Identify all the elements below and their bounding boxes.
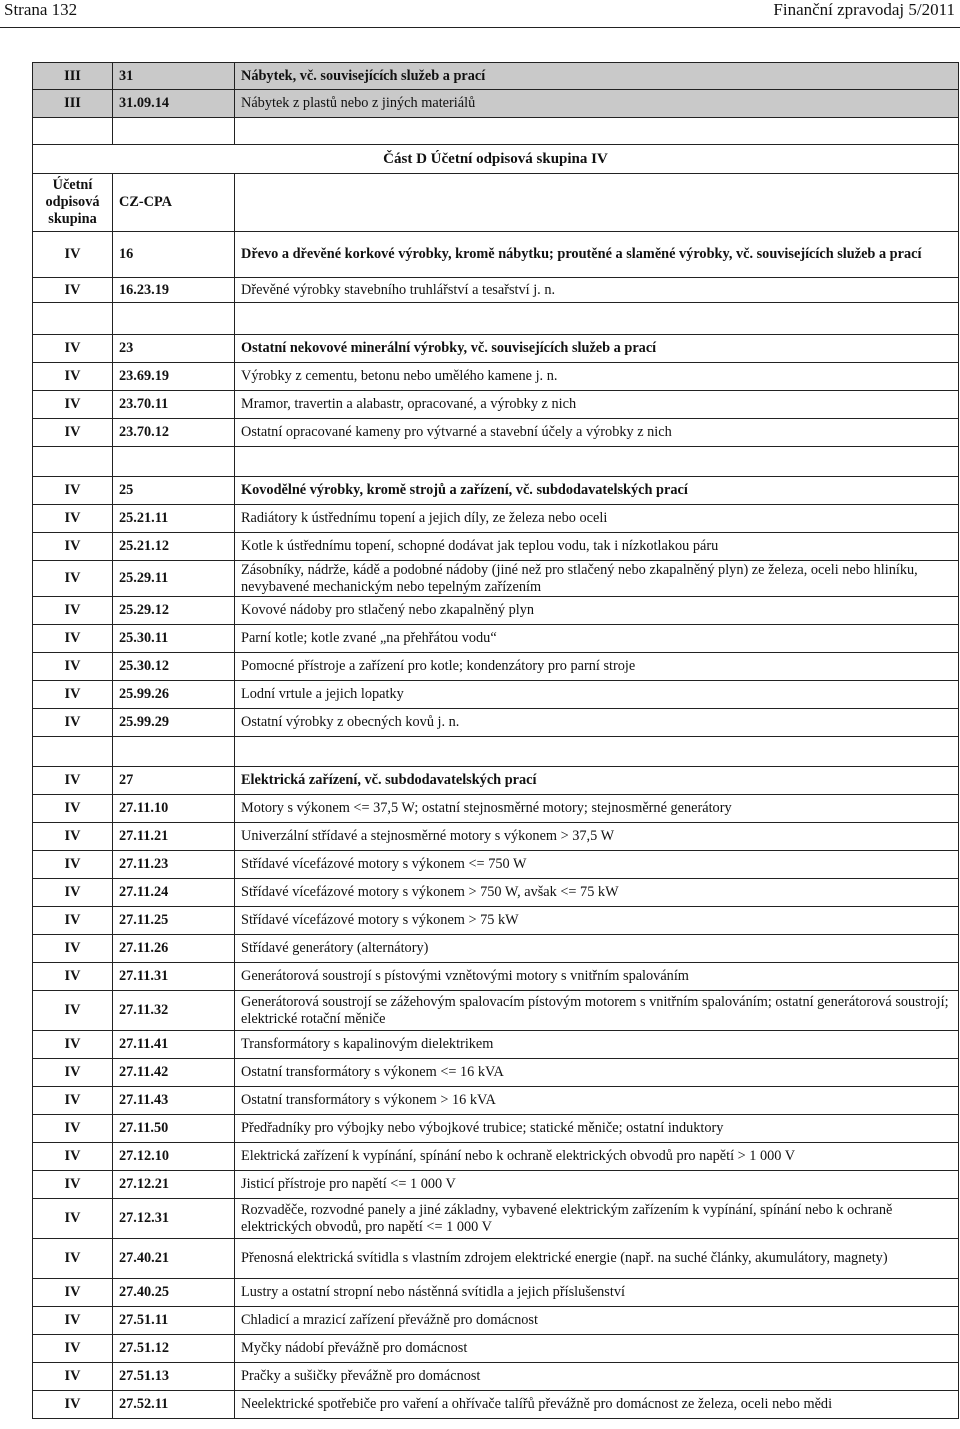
description-cell: Střídavé vícefázové motory s výkonem > 750 W, avšak <= 75 kW: [235, 879, 959, 907]
table-row: [33, 1115, 959, 1143]
description-cell: Zásobníky, nádrže, kádě a podobné nádoby (jiné než pro stlačený nebo zkapalněný plyn) ze železa, oceli nebo hliníku, nevybavené mechanickým nebo tepelným zařízením: [235, 561, 959, 597]
group-cell: IV: [33, 597, 113, 625]
table-row: [33, 795, 959, 823]
table-row: [33, 597, 959, 625]
description-cell: Elektrická zařízení k vypínání, spínání nebo k ochraně elektrických obvodů pro napětí > 1 000 V: [235, 1143, 959, 1171]
description-cell: Výrobky z cementu, betonu nebo umělého kamene j. n.: [235, 363, 959, 391]
table-row: [33, 1391, 959, 1419]
group-cell: IV: [33, 1059, 113, 1087]
description-cell: Dřevěné výrobky stavebního truhlářství a tesařství j. n.: [235, 278, 959, 303]
code-cell: 25.99.26: [113, 681, 235, 709]
description-cell: Motory s výkonem <= 37,5 W; ostatní stejnosměrné motory; stejnosměrné generátory: [235, 795, 959, 823]
depreciation-table: [32, 62, 959, 1419]
description-cell: Generátorová soustrojí s pístovými vznětovými motory s vnitřním spalováním: [235, 963, 959, 991]
description-cell: Dřevo a dřevěné korkové výrobky, kromě nábytku; proutěné a slaměné výrobky, vč. souvisejících služeb a prací: [235, 232, 959, 278]
description-cell: Nábytek, vč. souvisejících služeb a prací: [235, 63, 959, 90]
description-cell: Chladicí a mrazicí zařízení převážně pro domácnost: [235, 1307, 959, 1335]
description-cell: Lustry a ostatní stropní nebo nástěnná svítidla a jejich příslušenství: [235, 1279, 959, 1307]
table-row: [33, 63, 959, 90]
group-cell: IV: [33, 278, 113, 303]
group-cell: IV: [33, 625, 113, 653]
code-cell: 27.11.42: [113, 1059, 235, 1087]
code-cell: 25.30.11: [113, 625, 235, 653]
group-cell: III: [33, 90, 113, 118]
part-header-row: [33, 145, 959, 174]
group-cell: IV: [33, 419, 113, 447]
code-cell: 25.29.11: [113, 561, 235, 597]
group-cell: IV: [33, 1199, 113, 1239]
group-cell: IV: [33, 505, 113, 533]
description-cell: Kovodělné výrobky, kromě strojů a zařízení, vč. subdodavatelských prací: [235, 477, 959, 505]
group-cell: IV: [33, 1031, 113, 1059]
group-cell: IV: [33, 391, 113, 419]
table-row: [33, 1087, 959, 1115]
table-row: [33, 709, 959, 737]
code-cell: 27.11.25: [113, 907, 235, 935]
group-cell: IV: [33, 363, 113, 391]
code-cell: 25.99.29: [113, 709, 235, 737]
part-title: Část D Účetní odpisová skupina IV: [33, 145, 959, 174]
table-row: [33, 505, 959, 533]
group-cell: III: [33, 63, 113, 90]
table-row: [33, 561, 959, 597]
description-cell: Střídavé vícefázové motory s výkonem <= 750 W: [235, 851, 959, 879]
description-cell: Ostatní transformátory s výkonem <= 16 kVA: [235, 1059, 959, 1087]
column-header-code: CZ-CPA: [113, 174, 235, 232]
group-cell: IV: [33, 963, 113, 991]
code-cell: 25: [113, 477, 235, 505]
group-cell: IV: [33, 335, 113, 363]
code-cell: 27.40.21: [113, 1239, 235, 1279]
description-cell: Ostatní výrobky z obecných kovů j. n.: [235, 709, 959, 737]
description-cell: Nábytek z plastů nebo z jiných materiálů: [235, 90, 959, 118]
table-row: [33, 1031, 959, 1059]
code-cell: 27.12.21: [113, 1171, 235, 1199]
code-cell: 27.51.13: [113, 1363, 235, 1391]
table-row: [33, 653, 959, 681]
code-cell: 25.30.12: [113, 653, 235, 681]
group-cell: IV: [33, 1143, 113, 1171]
group-cell: IV: [33, 879, 113, 907]
code-cell: 27.52.11: [113, 1391, 235, 1419]
group-cell: IV: [33, 1307, 113, 1335]
group-cell: IV: [33, 1239, 113, 1279]
code-cell: 27.11.41: [113, 1031, 235, 1059]
column-header-group: [33, 174, 113, 232]
description-cell: Ostatní opracované kameny pro výtvarné a stavební účely a výrobky z nich: [235, 419, 959, 447]
description-cell: Jisticí přístroje pro napětí <= 1 000 V: [235, 1171, 959, 1199]
header-line: Účetní: [52, 177, 93, 193]
group-cell: IV: [33, 1335, 113, 1363]
description-cell: Radiátory k ústřednímu topení a jejich díly, ze železa nebo oceli: [235, 505, 959, 533]
code-cell: 23.69.19: [113, 363, 235, 391]
description-cell: Přenosná elektrická svítidla s vlastním zdrojem elektrické energie (např. na suché články, akumulátory, magnety): [235, 1239, 959, 1279]
code-cell: 31.09.14: [113, 90, 235, 118]
table-row: [33, 90, 959, 118]
group-cell: IV: [33, 561, 113, 597]
group-cell: IV: [33, 991, 113, 1031]
table-row: [33, 477, 959, 505]
group-cell: IV: [33, 795, 113, 823]
code-cell: 27.11.23: [113, 851, 235, 879]
table-row: [33, 1143, 959, 1171]
table-row: [33, 363, 959, 391]
table-row: [33, 823, 959, 851]
header-line: odpisová: [45, 194, 100, 210]
code-cell: 23.70.12: [113, 419, 235, 447]
code-cell: 16.23.19: [113, 278, 235, 303]
description-cell: Transformátory s kapalinovým dielektrikem: [235, 1031, 959, 1059]
code-cell: 23.70.11: [113, 391, 235, 419]
code-cell: 27.11.50: [113, 1115, 235, 1143]
table-row: [33, 1363, 959, 1391]
group-cell: IV: [33, 709, 113, 737]
code-cell: 25.29.12: [113, 597, 235, 625]
description-cell: Pomocné přístroje a zařízení pro kotle; kondenzátory pro parní stroje: [235, 653, 959, 681]
table-row: [33, 419, 959, 447]
group-cell: IV: [33, 477, 113, 505]
column-header-row: [33, 174, 959, 232]
page-header: [0, 0, 960, 24]
code-cell: 27.11.10: [113, 795, 235, 823]
code-cell: 27.11.26: [113, 935, 235, 963]
description-cell: Generátorová soustrojí se zážehovým spalovacím pístovým motorem s vnitřním spalováním; ostatní generátorová soustrojí; elektrické rotační měniče: [235, 991, 959, 1031]
description-cell: Mramor, travertin a alabastr, opracované, a výrobky z nich: [235, 391, 959, 419]
table-row: [33, 1279, 959, 1307]
table-row: [33, 335, 959, 363]
page-number: Strana 132: [4, 0, 78, 19]
description-cell: Střídavé generátory (alternátory): [235, 935, 959, 963]
description-cell: Rozvaděče, rozvodné panely a jiné základny, vybavené elektrickým zařízením k vypínání, spínání nebo k ochraně elektrických obvodů, pro napětí <= 1 000 V: [235, 1199, 959, 1239]
code-cell: 27.40.25: [113, 1279, 235, 1307]
table-row: [33, 1199, 959, 1239]
code-cell: 27.51.11: [113, 1307, 235, 1335]
spacer-row: [33, 447, 959, 477]
spacer-row: [33, 303, 959, 335]
table-row: [33, 625, 959, 653]
table-row: [33, 391, 959, 419]
code-cell: 27.12.10: [113, 1143, 235, 1171]
table-row: [33, 963, 959, 991]
code-cell: 27.51.12: [113, 1335, 235, 1363]
code-cell: 27: [113, 767, 235, 795]
group-cell: IV: [33, 1391, 113, 1419]
table-row: [33, 767, 959, 795]
group-cell: IV: [33, 653, 113, 681]
description-cell: Lodní vrtule a jejich lopatky: [235, 681, 959, 709]
code-cell: 25.21.11: [113, 505, 235, 533]
group-cell: IV: [33, 767, 113, 795]
code-cell: 27.11.24: [113, 879, 235, 907]
group-cell: IV: [33, 851, 113, 879]
code-cell: 27.11.31: [113, 963, 235, 991]
table-row: [33, 533, 959, 561]
description-cell: Elektrická zařízení, vč. subdodavatelských prací: [235, 767, 959, 795]
table-row: [33, 907, 959, 935]
table-row: [33, 1059, 959, 1087]
group-cell: IV: [33, 1087, 113, 1115]
table-row: [33, 1335, 959, 1363]
group-cell: IV: [33, 1363, 113, 1391]
table-row: [33, 879, 959, 907]
group-cell: IV: [33, 1115, 113, 1143]
table-row: [33, 1239, 959, 1279]
group-cell: IV: [33, 681, 113, 709]
spacer-row: [33, 118, 959, 145]
description-cell: Střídavé vícefázové motory s výkonem > 75 kW: [235, 907, 959, 935]
table-row: [33, 991, 959, 1031]
description-cell: Předřadníky pro výbojky nebo výbojkové trubice; statické měniče; ostatní induktory: [235, 1115, 959, 1143]
table-row: [33, 935, 959, 963]
publication-title: Finanční zpravodaj 5/2011: [773, 0, 955, 19]
group-cell: IV: [33, 533, 113, 561]
code-cell: 23: [113, 335, 235, 363]
table-row: [33, 851, 959, 879]
table-row: [33, 1171, 959, 1199]
description-cell: Myčky nádobí převážně pro domácnost: [235, 1335, 959, 1363]
group-cell: IV: [33, 935, 113, 963]
description-cell: Ostatní nekovové minerální výrobky, vč. souvisejících služeb a prací: [235, 335, 959, 363]
table-row: [33, 278, 959, 303]
table-row: [33, 681, 959, 709]
code-cell: 27.11.43: [113, 1087, 235, 1115]
description-cell: Parní kotle; kotle zvané „na přehřátou vodu“: [235, 625, 959, 653]
code-cell: 31: [113, 63, 235, 90]
code-cell: 16: [113, 232, 235, 278]
group-cell: IV: [33, 907, 113, 935]
code-cell: 27.12.31: [113, 1199, 235, 1239]
description-cell: Kotle k ústřednímu topení, schopné dodávat jak teplou vodu, tak i nízkotlakou páru: [235, 533, 959, 561]
description-cell: Univerzální střídavé a stejnosměrné motory s výkonem > 37,5 W: [235, 823, 959, 851]
description-cell: Neelektrické spotřebiče pro vaření a ohřívače talířů převážně pro domácnost ze železa, oceli nebo mědi: [235, 1391, 959, 1419]
table-row: [33, 232, 959, 278]
code-cell: 27.11.32: [113, 991, 235, 1031]
description-cell: Kovové nádoby pro stlačený nebo zkapalněný plyn: [235, 597, 959, 625]
group-cell: IV: [33, 232, 113, 278]
code-cell: 27.11.21: [113, 823, 235, 851]
description-cell: Pračky a sušičky převážně pro domácnost: [235, 1363, 959, 1391]
table-row: [33, 1307, 959, 1335]
code-cell: 25.21.12: [113, 533, 235, 561]
description-cell: Ostatní transformátory s výkonem > 16 kVA: [235, 1087, 959, 1115]
spacer-row: [33, 737, 959, 767]
group-cell: IV: [33, 823, 113, 851]
group-cell: IV: [33, 1279, 113, 1307]
header-line: skupina: [48, 211, 97, 227]
header-divider: [0, 27, 960, 28]
group-cell: IV: [33, 1171, 113, 1199]
